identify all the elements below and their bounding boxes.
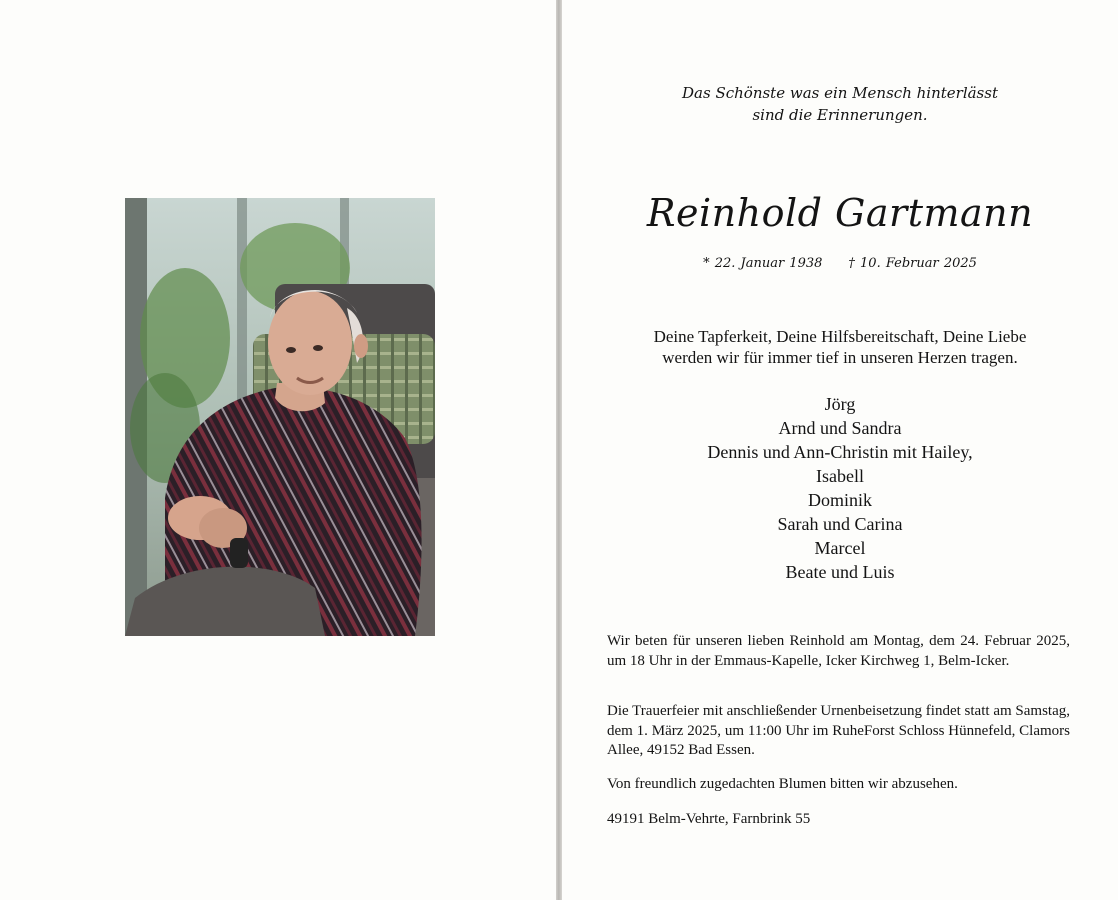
quote-line-1: Das Schönste was ein Mensch hinterlässt (682, 84, 998, 102)
right-page (562, 0, 1118, 900)
tribute-line-2: werden wir für immer tief in unseren Herzen tragen. (662, 348, 1018, 367)
flowers-notice: Von freundlich zugedachten Blumen bitten wir abzusehen. (607, 776, 958, 792)
funeral-notice: Die Trauerfeier mit anschließender Urnenbeisetzung findet statt am Samstag, dem 1. März 2025, um 11:00 Uhr im RuheForst Schloss Hünnefeld, Clamors Allee, 49152 Bad Essen. (607, 703, 1070, 758)
mourner-item: Isabell (816, 466, 864, 486)
prayer-notice: Wir beten für unseren lieben Reinhold am Montag, dem 24. Februar 2025, um 18 Uhr in der Emmaus-Kapelle, Icker Kirchweg 1, Belm-Icker. (607, 633, 1070, 669)
life-dates (562, 254, 1118, 274)
portrait-illustration (125, 198, 435, 636)
deceased-name: Reinhold Gartmann (646, 191, 1034, 235)
quote-line-2: sind die Erinnerungen. (752, 106, 928, 124)
family-address: 49191 Belm-Vehrte, Farnbrink 55 (607, 811, 811, 827)
birth-date: * 22. Januar 1938 (703, 256, 823, 271)
memorial-quote (562, 82, 1118, 126)
mourners-list (562, 392, 1118, 584)
portrait-photo (125, 198, 435, 636)
mourner-item: Beate und Luis (785, 562, 895, 582)
mourner-item: Marcel (814, 538, 866, 558)
tribute-text (562, 326, 1118, 368)
tribute-line-1: Deine Tapferkeit, Deine Hilfsbereitschaft, Deine Liebe (653, 327, 1027, 346)
mourner-item: Dominik (807, 490, 872, 510)
death-date: † 10. Februar 2025 (848, 256, 977, 271)
mourner-item: Arnd und Sandra (778, 418, 902, 438)
mourner-item: Sarah und Carina (777, 514, 903, 534)
mourner-item: Jörg (824, 394, 856, 414)
left-page (0, 0, 556, 900)
mourner-item: Dennis und Ann-Christin mit Hailey, (707, 442, 973, 462)
